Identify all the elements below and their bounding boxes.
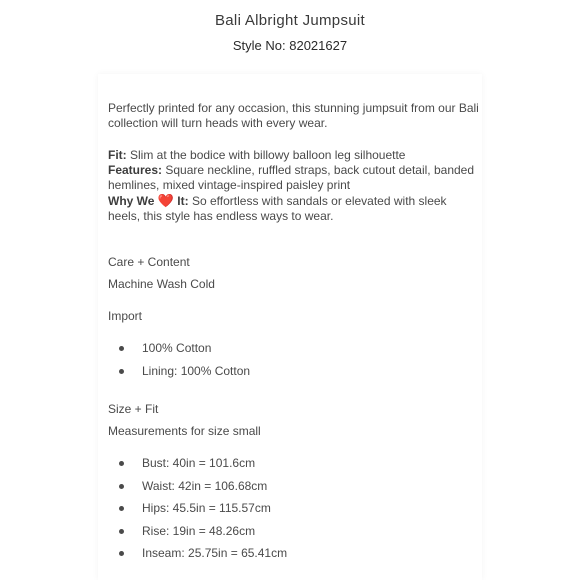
bullet-icon: [119, 551, 124, 556]
product-header: [0, 0, 580, 70]
bullet-icon: [119, 369, 124, 374]
features-label: Features:: [108, 163, 163, 177]
measurement-item: Hips: 45.5in = 115.57cm: [142, 501, 271, 515]
why-text: So effortless with sandals or elevated with sleek heels, this style has endless ways to wear.: [108, 194, 447, 223]
fit-label: Fit:: [108, 148, 127, 162]
material-item: 100% Cotton: [142, 341, 212, 355]
care-origin: Import: [108, 309, 143, 323]
measurement-item: Rise: 19in = 48.26cm: [142, 524, 256, 538]
measurement-item: Inseam: 25.75in = 65.41cm: [142, 546, 288, 560]
bullet-icon: [119, 529, 124, 534]
bullet-icon: [119, 506, 124, 511]
material-item: Lining: 100% Cotton: [142, 364, 251, 378]
fit-features-block: [108, 148, 480, 224]
features-line: [108, 163, 480, 193]
heart-icon: ❤️: [157, 193, 174, 208]
size-heading: Size + Fit: [108, 402, 159, 416]
measurement-item: Waist: 42in = 106.68cm: [142, 479, 268, 493]
bullet-icon: [119, 461, 124, 466]
fit-text: Slim at the bodice with billowy balloon leg silhouette: [126, 148, 406, 162]
features-text: Square neckline, ruffled straps, back cutout detail, banded hemlines, mixed vintage-inspired paisley print: [108, 163, 475, 192]
why-label-start: Why We: [108, 194, 158, 208]
why-line: [108, 193, 480, 224]
style-number: Style No: 82021627: [232, 38, 348, 53]
bullet-icon: [119, 484, 124, 489]
product-title: Bali Albright Jumpsuit: [214, 12, 365, 29]
fit-line: [108, 148, 480, 163]
description-intro: Perfectly printed for any occasion, this stunning jumpsuit from our Bali collection will turn heads with every wear.: [108, 101, 479, 130]
size-subheading: Measurements for size small: [108, 424, 261, 438]
why-label-end: It:: [173, 194, 189, 208]
bullet-icon: [119, 346, 124, 351]
measurement-item: Bust: 40in = 101.6cm: [142, 456, 256, 470]
care-heading: Care + Content: [108, 255, 190, 269]
care-wash: Machine Wash Cold: [108, 277, 215, 291]
